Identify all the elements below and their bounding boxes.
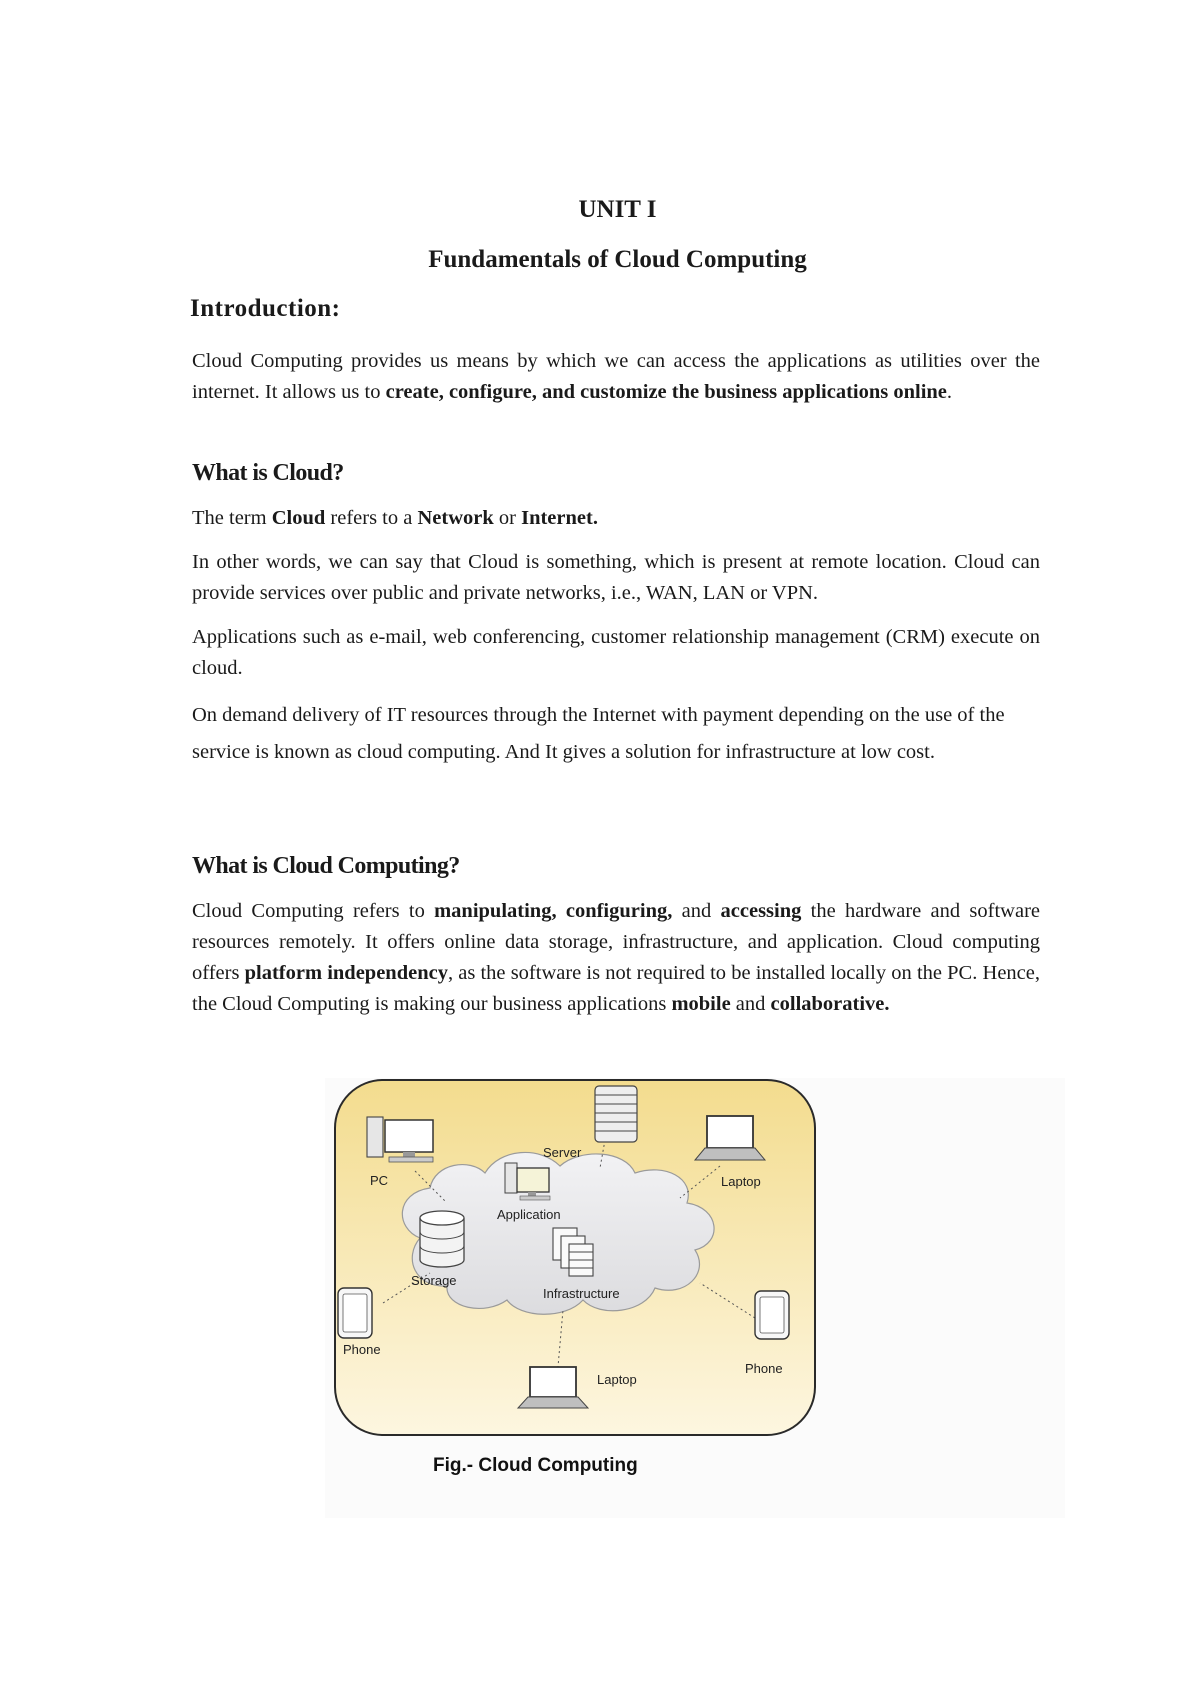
storage-icon — [420, 1211, 464, 1267]
applications-paragraph: Applications such as e-mail, web conferencing, customer relationship management (CRM) execute on cloud. — [192, 626, 1040, 679]
chapter-title: Fundamentals of Cloud Computing — [428, 246, 807, 273]
cc-bold-accessing: accessing — [720, 900, 802, 922]
server-icon — [595, 1086, 637, 1142]
figure-caption: Fig.- Cloud Computing — [433, 1455, 638, 1476]
remote-location-paragraph: In other words, we can say that Cloud is something, which is present at remote location. Cloud can provide services over public and private networks, i.e., WAN, LAN or VPN. — [192, 551, 1040, 604]
intro-text: Cloud Computing provides us means by which we can access the applications as utilities over the internet. It allows us to — [192, 350, 1040, 403]
server-label: Server — [543, 1145, 582, 1160]
cc-text: , as the software is not required to be installed locally on the PC. Hence, the Cloud Computing is making our business applications — [192, 962, 1040, 1015]
cc-bold-manipulating: manipulating, configuring, — [434, 900, 673, 922]
definition-text: The term — [192, 507, 272, 529]
term-cloud: Cloud — [271, 507, 326, 529]
term-internet: Internet. — [521, 507, 598, 529]
cc-text: the hardware and software resources remotely. It offers online data storage, infrastructure, and application. Cloud computing offers — [192, 900, 1040, 984]
cc-bold-mobile: mobile — [671, 993, 731, 1015]
phone-right-icon — [755, 1291, 789, 1339]
what-is-cloud-computing-heading: What is Cloud Computing? — [192, 853, 460, 879]
cc-text: Cloud Computing refers to — [192, 900, 435, 922]
pc-label: PC — [370, 1173, 389, 1188]
intro-period: . — [946, 381, 953, 403]
phone-right-label: Phone — [745, 1361, 783, 1376]
application-label: Application — [497, 1207, 561, 1222]
unit-title: UNIT I — [578, 196, 657, 223]
cc-text: and — [730, 993, 771, 1015]
intro-bold-text: create, configure, and customize the business applications online — [385, 381, 947, 403]
phone-left-label: Phone — [343, 1342, 381, 1357]
laptop-bottom-label: Laptop — [597, 1372, 637, 1387]
definition-text: or — [493, 507, 522, 529]
introduction-paragraph — [192, 346, 1040, 408]
what-is-cloud-heading: What is Cloud? — [192, 460, 344, 486]
cc-bold-platform-independency: platform independency — [244, 962, 448, 984]
cloud-definition-paragraph — [192, 503, 1040, 534]
laptop-top-label: Laptop — [721, 1174, 761, 1189]
on-demand-paragraph: On demand delivery of IT resources through the Internet with payment depending on the use of the service is known as cloud computing. And It gives a solution for infrastructure at low cost. — [192, 704, 1005, 763]
cloud-diagram — [325, 1078, 1065, 1518]
cloud-computing-figure — [325, 1078, 1065, 1518]
term-network: Network — [417, 507, 494, 529]
infrastructure-label: Infrastructure — [543, 1286, 620, 1301]
cloud-computing-paragraph — [192, 896, 1040, 1020]
phone-left-icon — [338, 1288, 372, 1338]
cc-bold-collaborative: collaborative. — [770, 993, 890, 1015]
storage-label: Storage — [411, 1273, 457, 1288]
cc-text: and — [672, 900, 721, 922]
introduction-heading: Introduction: — [190, 295, 341, 322]
definition-text: refers to a — [325, 507, 418, 529]
